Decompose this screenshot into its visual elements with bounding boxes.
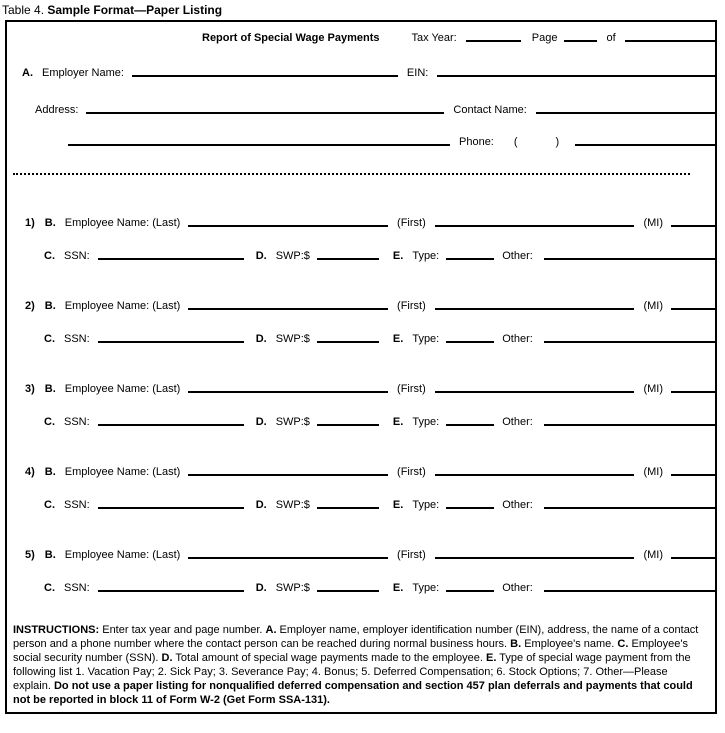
item-c-letter: C. bbox=[44, 333, 55, 345]
employee-name-row bbox=[7, 548, 715, 562]
employee-name-label: Employee Name: (Last) bbox=[64, 217, 181, 229]
row-number: 5) bbox=[25, 549, 35, 561]
instruction-segment: Do not use a paper listing for nonqualified deferred compensation and section 457 plan deferrals and payments that could not be reported in block 11 of Form W-2 (Get Form SSA-131). bbox=[13, 680, 693, 706]
item-e-letter: E. bbox=[392, 582, 404, 594]
employee-name-label: Employee Name: (Last) bbox=[64, 466, 181, 478]
ssn-line bbox=[98, 258, 244, 260]
item-d-letter: D. bbox=[255, 582, 267, 594]
ssn-label: SSN: bbox=[64, 582, 90, 594]
employee-detail-row bbox=[7, 332, 715, 346]
mi-label: (MI) bbox=[643, 549, 663, 561]
mi-label: (MI) bbox=[643, 217, 663, 229]
type-label: Type: bbox=[412, 416, 440, 428]
address-label: Address: bbox=[35, 104, 79, 116]
page-total-line bbox=[625, 40, 715, 42]
mi-line bbox=[671, 557, 715, 559]
swp-label: SWP:$ bbox=[275, 582, 310, 594]
ssn-line bbox=[98, 507, 244, 509]
type-label: Type: bbox=[412, 499, 440, 511]
instruction-segment: D. bbox=[161, 652, 173, 664]
first-label: (First) bbox=[397, 217, 426, 229]
item-e-letter: E. bbox=[392, 333, 404, 345]
first-name-line bbox=[435, 557, 635, 559]
first-label: (First) bbox=[397, 383, 426, 395]
employer-name-line bbox=[132, 75, 398, 77]
other-line bbox=[544, 341, 715, 343]
employer-name-row bbox=[7, 66, 715, 80]
swp-label: SWP:$ bbox=[275, 416, 310, 428]
page-title-text: Sample Format—Paper Listing bbox=[47, 3, 223, 17]
first-name-line bbox=[435, 308, 635, 310]
phone-row bbox=[7, 135, 715, 149]
tax-year-label: Tax Year: bbox=[411, 32, 457, 44]
instruction-segment: Type of special wage payment from the following list 1. Vacation Pay; 2. Sick Pay; 3. Severance Pay; 4. Bonus; 5. Deferred Compensation; 6. Stock Options; 7. Other—Please explain. bbox=[13, 652, 691, 692]
other-label: Other: bbox=[502, 333, 533, 345]
item-d-letter: D. bbox=[255, 416, 267, 428]
swp-label: SWP:$ bbox=[275, 333, 310, 345]
employee-name-row bbox=[7, 216, 715, 230]
first-label: (First) bbox=[397, 549, 426, 561]
item-b-letter: B. bbox=[44, 217, 56, 229]
ssn-label: SSN: bbox=[64, 333, 90, 345]
mi-line bbox=[671, 391, 715, 393]
item-b-letter: B. bbox=[44, 383, 56, 395]
employee-detail-row bbox=[7, 249, 715, 263]
swp-line bbox=[317, 590, 379, 592]
type-label: Type: bbox=[412, 582, 440, 594]
form-box bbox=[5, 20, 717, 714]
separator-dashed-line bbox=[13, 173, 690, 175]
row-number: 1) bbox=[25, 217, 35, 229]
swp-label: SWP:$ bbox=[275, 250, 310, 262]
instruction-segment: B. bbox=[510, 638, 522, 650]
ssn-label: SSN: bbox=[64, 250, 90, 262]
row-number: 4) bbox=[25, 466, 35, 478]
last-name-line bbox=[188, 308, 388, 310]
mi-label: (MI) bbox=[643, 300, 663, 312]
address-line bbox=[86, 112, 444, 114]
swp-line bbox=[317, 341, 379, 343]
page-title-prefix: Table 4. bbox=[2, 3, 48, 17]
row-number: 2) bbox=[25, 300, 35, 312]
employee-detail-row bbox=[7, 415, 715, 429]
instruction-segment: A. bbox=[265, 624, 277, 636]
last-name-line bbox=[188, 474, 388, 476]
instruction-segment: E. bbox=[486, 652, 497, 664]
other-line bbox=[544, 590, 715, 592]
type-line bbox=[446, 258, 494, 260]
employee-name-row bbox=[7, 465, 715, 479]
tax-year-line bbox=[466, 40, 521, 42]
last-name-line bbox=[188, 225, 388, 227]
item-d-letter: D. bbox=[255, 499, 267, 511]
mi-label: (MI) bbox=[643, 383, 663, 395]
ein-label: EIN: bbox=[406, 67, 429, 79]
type-label: Type: bbox=[412, 333, 440, 345]
employee-block bbox=[7, 299, 715, 349]
type-line bbox=[446, 590, 494, 592]
address-row bbox=[7, 103, 715, 117]
contact-name-label: Contact Name: bbox=[453, 104, 527, 116]
instruction-segment: Employer name, employer identification number (EIN), address, the name of a contact person and a phone number where the contact person can be reached during normal business hours. bbox=[13, 624, 699, 650]
employee-name-label: Employee Name: (Last) bbox=[64, 549, 181, 561]
employee-block bbox=[7, 465, 715, 515]
row-number: 3) bbox=[25, 383, 35, 395]
employee-block bbox=[7, 216, 715, 266]
instruction-segment: Employee's name. bbox=[521, 638, 618, 650]
employee-detail-row bbox=[7, 498, 715, 512]
item-e-letter: E. bbox=[392, 416, 404, 428]
employee-name-row bbox=[7, 299, 715, 313]
mi-label: (MI) bbox=[643, 466, 663, 478]
instruction-segment: Employee's social security number (SSN). bbox=[13, 638, 688, 664]
first-name-line bbox=[435, 225, 635, 227]
employee-block bbox=[7, 382, 715, 432]
phone-line bbox=[575, 144, 715, 146]
ein-line bbox=[437, 75, 715, 77]
phone-paren-open: ( bbox=[513, 136, 518, 148]
ssn-line bbox=[98, 424, 244, 426]
contact-name-line bbox=[536, 112, 715, 114]
item-a-letter: A. bbox=[22, 67, 33, 79]
swp-line bbox=[317, 424, 379, 426]
first-label: (First) bbox=[397, 300, 426, 312]
mi-line bbox=[671, 225, 715, 227]
item-e-letter: E. bbox=[392, 250, 404, 262]
item-c-letter: C. bbox=[44, 582, 55, 594]
employee-detail-row bbox=[7, 581, 715, 595]
address-line-2 bbox=[68, 144, 450, 146]
type-line bbox=[446, 424, 494, 426]
swp-label: SWP:$ bbox=[275, 499, 310, 511]
phone-paren-close: ) bbox=[555, 136, 560, 148]
first-name-line bbox=[435, 391, 635, 393]
report-title: Report of Special Wage Payments bbox=[202, 32, 380, 44]
item-d-letter: D. bbox=[255, 250, 267, 262]
other-label: Other: bbox=[502, 416, 533, 428]
type-line bbox=[446, 341, 494, 343]
other-line bbox=[544, 424, 715, 426]
instruction-segment: Enter tax year and page number. bbox=[99, 624, 266, 636]
last-name-line bbox=[188, 391, 388, 393]
ssn-line bbox=[98, 590, 244, 592]
employee-name-label: Employee Name: (Last) bbox=[64, 300, 181, 312]
ssn-line bbox=[98, 341, 244, 343]
other-label: Other: bbox=[502, 499, 533, 511]
item-b-letter: B. bbox=[44, 549, 56, 561]
ssn-label: SSN: bbox=[64, 499, 90, 511]
phone-label: Phone: bbox=[459, 136, 494, 148]
page-title bbox=[2, 3, 222, 17]
employee-name-row bbox=[7, 382, 715, 396]
ssn-label: SSN: bbox=[64, 416, 90, 428]
other-label: Other: bbox=[502, 250, 533, 262]
item-c-letter: C. bbox=[44, 250, 55, 262]
item-d-letter: D. bbox=[255, 333, 267, 345]
item-b-letter: B. bbox=[44, 300, 56, 312]
employee-block bbox=[7, 548, 715, 598]
instructions-text bbox=[13, 623, 708, 707]
first-name-line bbox=[435, 474, 635, 476]
item-c-letter: C. bbox=[44, 499, 55, 511]
employer-name-label: Employer Name: bbox=[42, 67, 124, 79]
page-label: Page bbox=[531, 32, 558, 44]
last-name-line bbox=[188, 557, 388, 559]
item-c-letter: C. bbox=[44, 416, 55, 428]
mi-line bbox=[671, 474, 715, 476]
form-header-row bbox=[7, 31, 715, 45]
employee-name-label: Employee Name: (Last) bbox=[64, 383, 181, 395]
instruction-segment: C. bbox=[617, 638, 629, 650]
other-line bbox=[544, 258, 715, 260]
type-line bbox=[446, 507, 494, 509]
other-label: Other: bbox=[502, 582, 533, 594]
type-label: Type: bbox=[412, 250, 440, 262]
instruction-segment: Total amount of special wage payments made to the employee. bbox=[172, 652, 487, 664]
item-b-letter: B. bbox=[44, 466, 56, 478]
mi-line bbox=[671, 308, 715, 310]
page-number-line bbox=[564, 40, 597, 42]
item-e-letter: E. bbox=[392, 499, 404, 511]
of-label: of bbox=[606, 32, 616, 44]
instruction-segment: INSTRUCTIONS: bbox=[13, 624, 100, 636]
first-label: (First) bbox=[397, 466, 426, 478]
swp-line bbox=[317, 258, 379, 260]
swp-line bbox=[317, 507, 379, 509]
other-line bbox=[544, 507, 715, 509]
